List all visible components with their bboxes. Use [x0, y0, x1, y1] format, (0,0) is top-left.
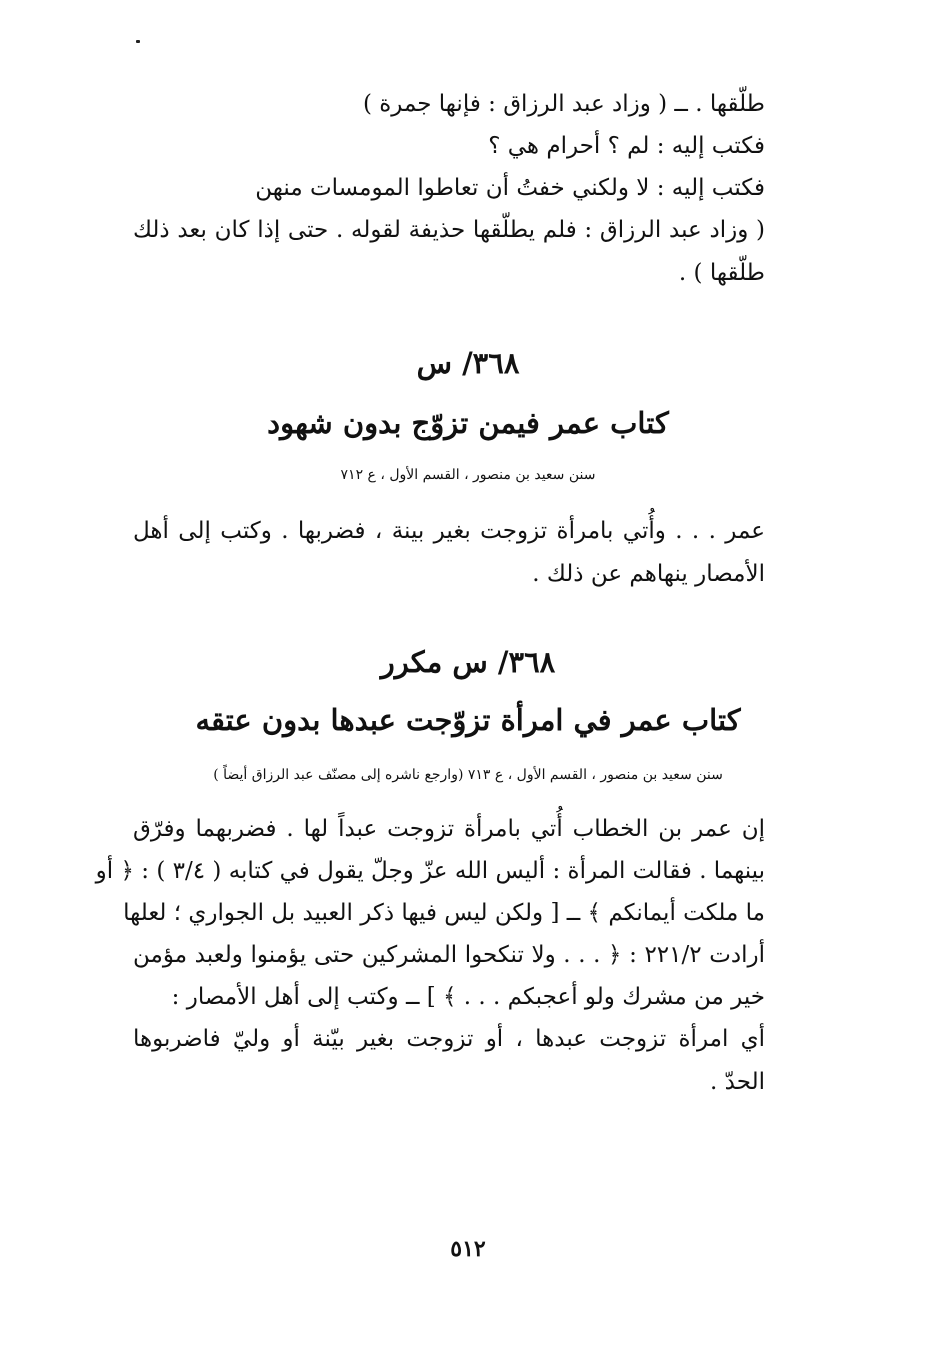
section-1-number: ٣٦٨/ س [416, 346, 520, 380]
intro-line-5: طلّقها ) . [678, 260, 765, 286]
section-2-line-2: بينهما . فقالت المرأة : أليس الله عزّ وجلّ يقول في كتابه ( ٣/٤ ) : ﴿ أو [95, 858, 765, 884]
page-number: ٥١٢ [450, 1236, 486, 1262]
intro-line-2: فكتب إليه : لم ؟ أحرام هي ؟ [488, 133, 765, 159]
section-1-line-1: عمر . . . وأُتي بامرأة تزوجت بغير بينة ، فضربها . وكتب إلى أهل [133, 518, 765, 544]
ink-mark [136, 40, 140, 43]
section-1-line-2: الأمصار ينهاهم عن ذلك . [532, 561, 765, 587]
section-2-line-1: إن عمر بن الخطاب أُتي بامرأة تزوجت عبداً لها . فضربهما وفرّق [133, 816, 765, 842]
section-2-line-5: خير من مشرك ولو أعجبكم . . . ﴾ ] ــ وكتب إلى أهل الأمصار : [171, 984, 765, 1010]
section-1-source: سنن سعيد بن منصور ، القسم الأول ، ع ٧١٢ [340, 467, 596, 483]
intro-line-1: طلّقها . ــ ( وزاد عبد الرزاق : فإنها جمرة ) [362, 91, 765, 117]
section-1-title: كتاب عمر فيمن تزوّج بدون شهود [267, 406, 669, 440]
section-2-source: سنن سعيد بن منصور ، القسم الأول ، ع ٧١٣ (وارجع ناشره إلى مصنّف عبد الرزاق أيضاً ) [213, 767, 723, 783]
section-2-line-3: ما ملكت أيمانكم ﴾ ــ [ ولكن ليس فيها ذكر العبيد بل الجواري ؛ لعلها [123, 900, 765, 926]
section-2-line-6: أي امرأة تزوجت عبدها ، أو تزوجت بغير بيّنة أو وليّ فاضربوها [133, 1026, 765, 1052]
section-2-line-4: أرادت ٢٢١/٢ : ﴿ . . . ولا تنكحوا المشركين حتى يؤمنوا ولعبد مؤمن [133, 942, 766, 968]
section-2-title: كتاب عمر في امرأة تزوّجت عبدها بدون عتقه [195, 703, 741, 737]
intro-line-4: ( وزاد عبد الرزاق : فلم يطلّقها حذيفة لقوله . حتى إذا كان بعد ذلك [133, 217, 765, 243]
intro-line-3: فكتب إليه : لا ولكني خفتُ أن تعاطوا المومسات منهن [255, 175, 765, 201]
section-2-line-7: الحدّ . [710, 1069, 765, 1095]
section-2-number: ٣٦٨/ س مكرر [380, 645, 556, 679]
